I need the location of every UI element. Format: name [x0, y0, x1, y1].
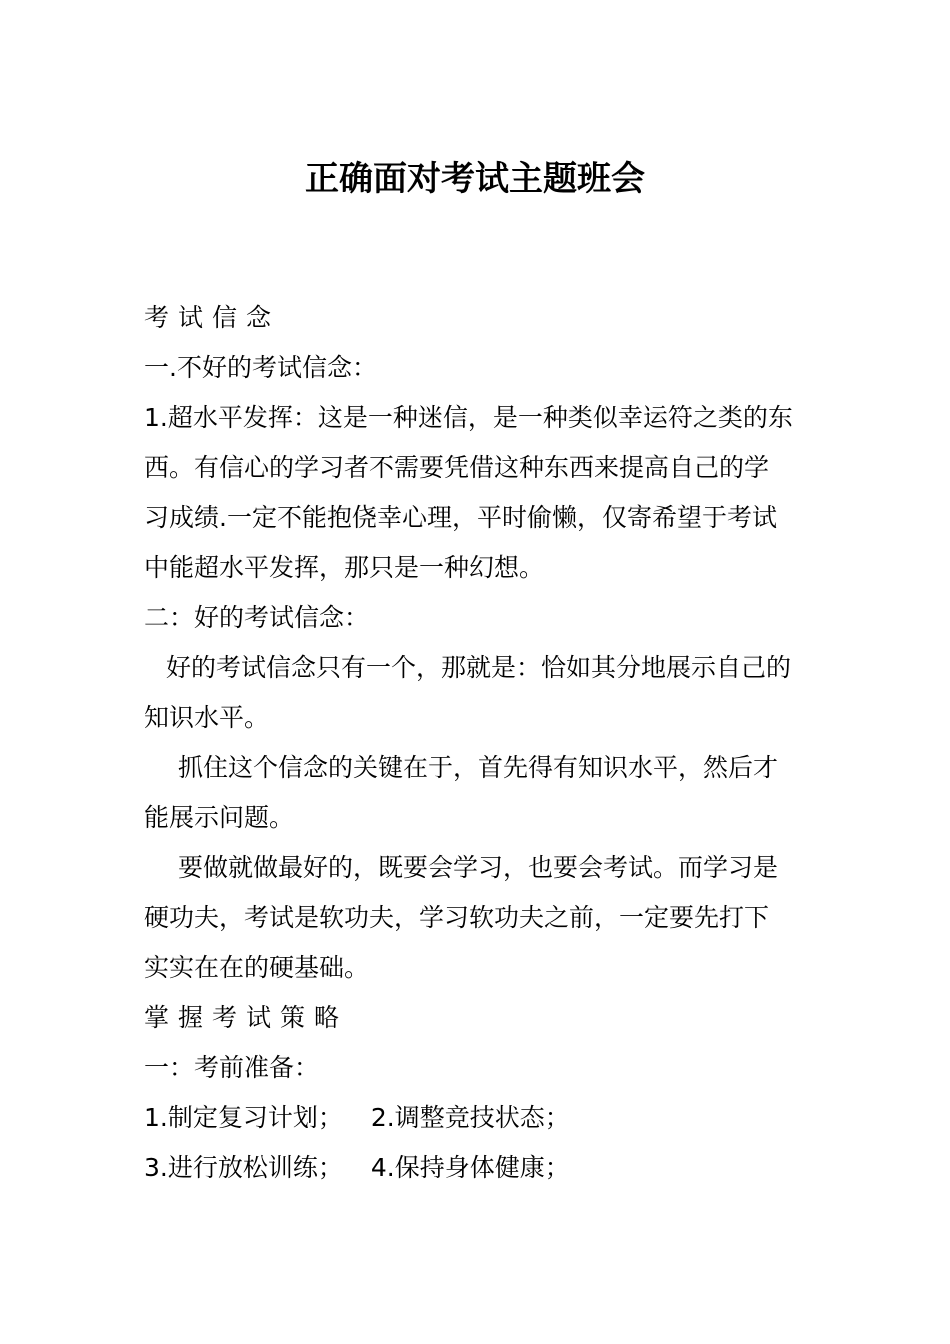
subheading-bad-beliefs: 一.不好的考试信念：	[144, 353, 377, 382]
list-item: 3.进行放松训练；	[144, 1153, 343, 1182]
document-title: 正确面对考试主题班会	[305, 159, 645, 199]
list-row	[144, 1093, 810, 1143]
document-body	[144, 293, 810, 1193]
paragraph-line: 好的考试信念只有一个，那就是：恰如其分地展示自己的	[166, 653, 792, 682]
paragraph-line: 硬功夫，考试是软功夫，学习软功夫之前，一定要先打下	[144, 903, 770, 932]
list-item: 2.调整竞技状态；	[370, 1103, 570, 1132]
paragraph-line: 实实在在的硬基础。	[144, 953, 370, 982]
paragraph-line: 知识水平。	[144, 703, 270, 732]
paragraph-line: 要做就做最好的，既要会学习，也要会考试。而学习是	[178, 853, 779, 882]
list-item: 1.制定复习计划；	[144, 1103, 343, 1132]
section-heading-exam-beliefs: 考试信念	[144, 303, 281, 332]
subheading-good-beliefs: 二：好的考试信念：	[144, 603, 370, 632]
subheading-exam-preparation: 一：考前准备：	[144, 1053, 320, 1082]
paragraph-line: 能展示问题。	[144, 803, 295, 832]
paragraph-line: 西。有信心的学习者不需要凭借这种东西来提高自己的学	[144, 453, 770, 482]
paragraph-line: 习成绩.一定不能抱侥幸心理，平时偷懒，仅寄希望于考试	[144, 503, 777, 532]
list-item: 4.保持身体健康；	[370, 1153, 570, 1182]
section-heading-exam-strategy: 掌握考试策略	[144, 1003, 349, 1032]
paragraph-line: 中能超水平发挥，那只是一种幻想。	[144, 553, 545, 582]
paragraph-line: 抓住这个信念的关键在于，首先得有知识水平，然后才	[178, 753, 779, 782]
paragraph-line: 1.超水平发挥：这是一种迷信，是一种类似幸运符之类的东	[144, 403, 793, 432]
list-row	[144, 1143, 810, 1193]
